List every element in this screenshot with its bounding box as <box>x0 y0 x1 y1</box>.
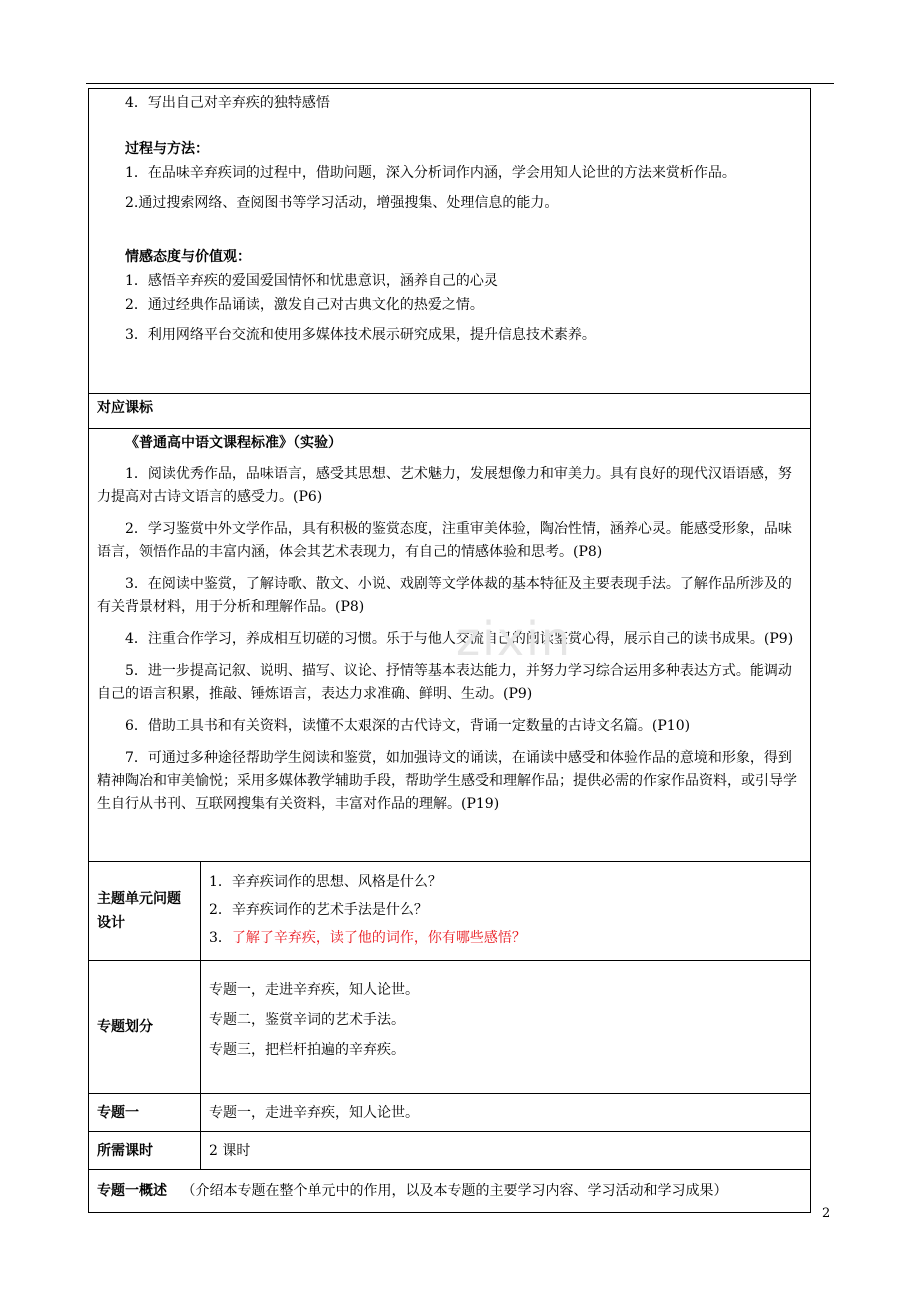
standard-item-4: 4．注重合作学习，养成相互切磋的习惯。乐于与他人交流自己的阅读鉴赏心得，展示自己的读书成果。(P9) <box>125 631 794 647</box>
overview-cell <box>89 1170 811 1213</box>
standard-item-7: 7．可通过多种途径帮助学生阅读和鉴赏，如加强诗文的诵读，在诵读中感受和体验作品的意境和形象，得到精神陶冶和审美愉悦；采用多媒体教学辅助手段，帮助学生感受和理解作品；提供必需的作家作品资料，或引导学生自行从书刊、互联网搜集有关资料，丰富对作品的理解。(P19) <box>97 750 797 812</box>
standard-item-2: 2．学习鉴赏中外文学作品，具有积极的鉴赏态度，注重审美体验，陶冶性情，涵养心灵。能感受形象，品味语言，领悟作品的丰富内涵，体会其艺术表现力，有自己的情感体验和思考。(P8) <box>97 521 792 560</box>
topic1-row <box>89 1094 811 1132</box>
topics-row <box>89 961 811 1094</box>
topics-label: 专题划分 <box>89 961 201 1094</box>
standard-item-3: 3．在阅读中鉴赏，了解诗歌、散文、小说、戏剧等文学体裁的基本特征及主要表现手法。了解作品所涉及的有关背景材料，用于分析和理解作品。(P8) <box>97 576 792 615</box>
overview-row <box>89 1170 811 1213</box>
question-item-3 <box>209 924 802 952</box>
hours-label: 所需课时 <box>89 1132 201 1170</box>
standards-title: 《普通高中语文课程标准》（实验） <box>125 435 342 451</box>
questions-cell <box>201 862 811 961</box>
standard-item-6: 6．借助工具书和有关资料，读懂不太艰深的古代诗文，背诵一定数量的古诗文名篇。(P10) <box>125 718 691 734</box>
standards-cell <box>89 429 811 862</box>
topic1-label: 专题一 <box>89 1094 201 1132</box>
lesson-plan-table <box>88 88 811 1213</box>
topics-cell <box>201 961 811 1094</box>
topic-item-1: 专题一，走进辛弃疾，知人论世。 <box>209 982 419 998</box>
question-item-2: 2．辛弃疾词作的艺术手法是什么？ <box>209 902 428 918</box>
topic-item-2: 专题二，鉴赏辛词的艺术手法。 <box>209 1012 405 1028</box>
overview-value: （介绍本专题在整个单元中的作用，以及本专题的主要学习内容、学习活动和学习成果） <box>181 1183 728 1199</box>
standards-row <box>89 429 811 862</box>
emotion-heading: 情感态度与价值观： <box>125 249 251 265</box>
questions-label: 主题单元问题设计 <box>89 862 201 961</box>
objectives-row <box>89 89 811 394</box>
objectives-cell <box>89 89 811 394</box>
hours-row <box>89 1132 811 1170</box>
process-item-1: 1．在品味辛弃疾词的过程中，借助问题，深入分析词作内涵，学会用知人论世的方法来赏析作品。 <box>125 165 736 181</box>
knowledge-item-4: 4．写出自己对辛弃疾的独特感悟 <box>125 95 330 111</box>
emotion-item-1: 1．感悟辛弃疾的爱国爱国情怀和忧患意识，涵养自己的心灵 <box>125 273 498 289</box>
question-item-1: 1．辛弃疾词作的思想、风格是什么？ <box>209 874 442 890</box>
topic1-value: 专题一，走进辛弃疾，知人论世。 <box>201 1094 811 1132</box>
question-item-3-text: 了解了辛弃疾，读了他的词作，你有哪些感悟？ <box>231 930 526 946</box>
standards-label: 对应课标 <box>89 394 811 429</box>
topic-item-3: 专题三，把栏杆拍遍的辛弃疾。 <box>209 1042 405 1058</box>
emotion-item-2: 2．通过经典作品诵读，激发自己对古典文化的热爱之情。 <box>125 297 484 313</box>
process-heading: 过程与方法： <box>125 141 209 157</box>
standard-item-1: 1．阅读优秀作品，品味语言，感受其思想、艺术魅力，发展想像力和审美力。具有良好的现代汉语语感，努力提高对古诗文语言的感受力。(P6) <box>97 466 792 505</box>
standards-label-row <box>89 394 811 429</box>
process-item-2: 2.通过搜索网络、查阅图书等学习活动，增强搜集、处理信息的能力。 <box>125 195 559 211</box>
page-number: 2 <box>822 1206 831 1221</box>
watermark: zixin <box>456 612 573 666</box>
question-item-3-number: 3． <box>209 930 232 946</box>
questions-row <box>89 862 811 961</box>
header-rule <box>86 83 834 84</box>
standard-item-5: 5．进一步提高记叙、说明、描写、议论、抒情等基本表达能力，并努力学习综合运用多种表达方式。能调动自己的语言积累，推敲、锤炼语言，表达力求准确、鲜明、生动。(P9) <box>97 663 792 702</box>
emotion-item-3: 3．利用网络平台交流和使用多媒体技术展示研究成果，提升信息技术素养。 <box>125 327 596 343</box>
hours-value: 2 课时 <box>201 1132 811 1170</box>
overview-label: 专题一概述 <box>97 1183 167 1199</box>
